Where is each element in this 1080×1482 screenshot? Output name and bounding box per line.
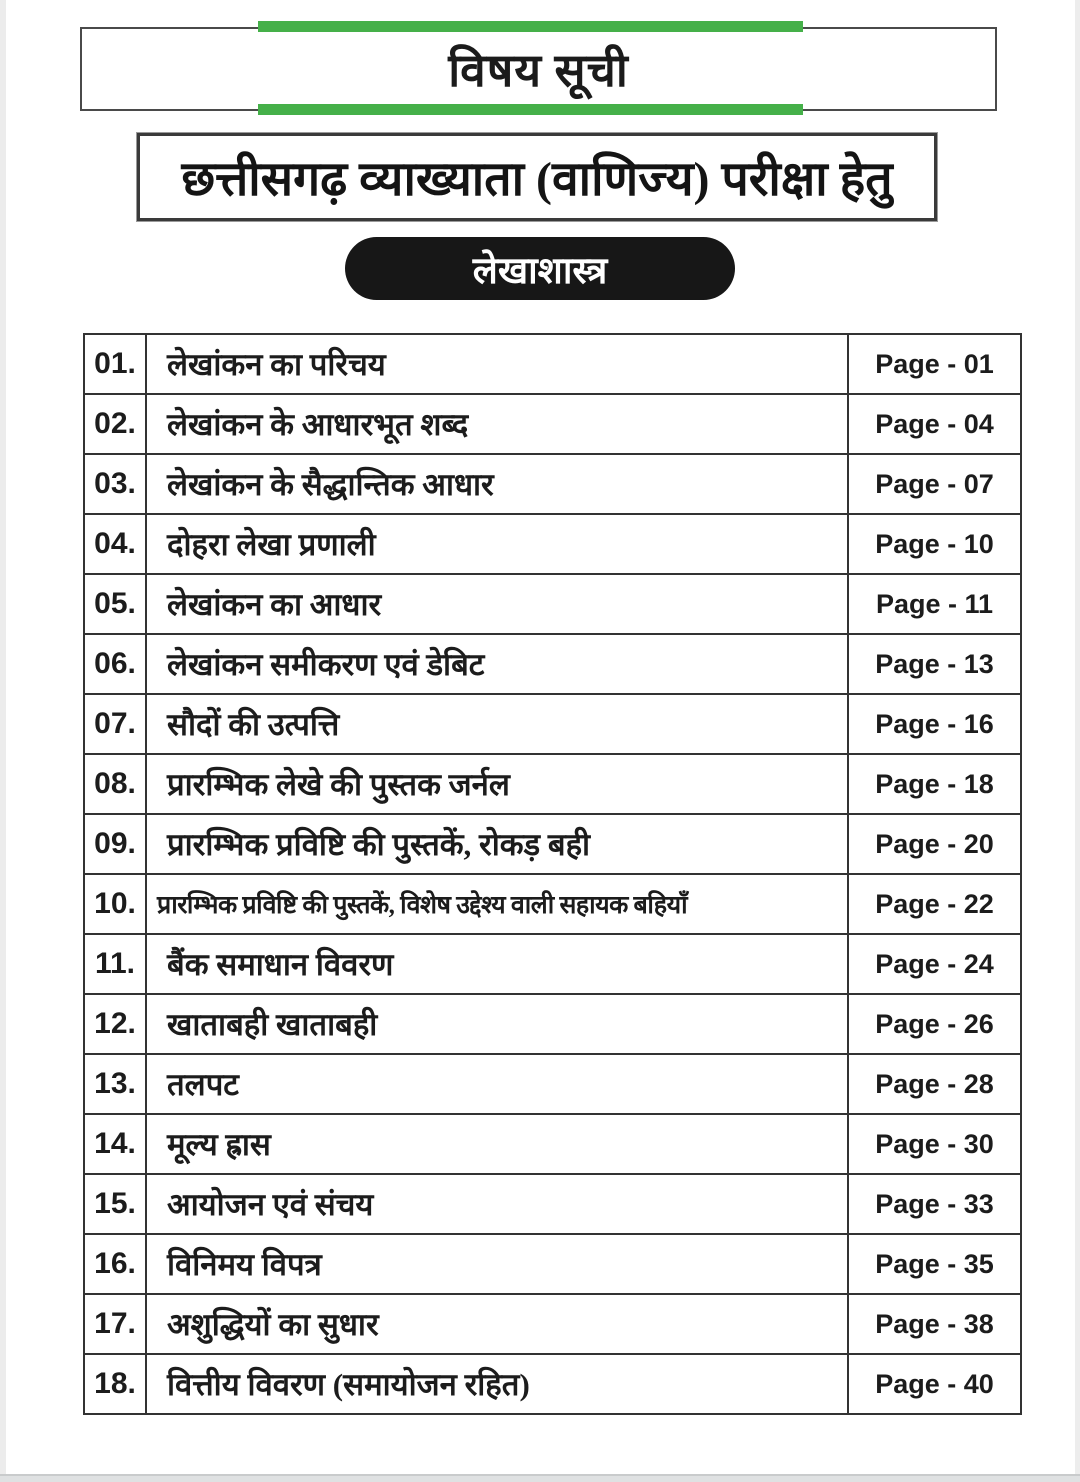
page-edge-right bbox=[1075, 0, 1080, 1482]
chapter-page: Page - 22 bbox=[848, 874, 1021, 934]
chapter-page: Page - 35 bbox=[848, 1234, 1021, 1294]
chapter-number: 13. bbox=[84, 1054, 146, 1114]
chapter-number: 09. bbox=[84, 814, 146, 874]
chapter-number: 18. bbox=[84, 1354, 146, 1414]
chapter-number: 02. bbox=[84, 394, 146, 454]
toc-row bbox=[84, 574, 1021, 634]
chapter-number: 12. bbox=[84, 994, 146, 1054]
exam-subtitle: छत्तीसगढ़ व्याख्याता (वाणिज्य) परीक्षा हेतु bbox=[181, 152, 893, 206]
chapter-number: 14. bbox=[84, 1114, 146, 1174]
chapter-title: अशुद्धियों का सुधार bbox=[146, 1294, 848, 1354]
chapter-number: 11. bbox=[84, 934, 146, 994]
chapter-page: Page - 18 bbox=[848, 754, 1021, 814]
chapter-title: खाताबही खाताबही bbox=[146, 994, 848, 1054]
toc-row bbox=[84, 1294, 1021, 1354]
chapter-number: 03. bbox=[84, 454, 146, 514]
chapter-page: Page - 04 bbox=[848, 394, 1021, 454]
chapter-title: लेखांकन का आधार bbox=[146, 574, 848, 634]
toc-row bbox=[84, 1054, 1021, 1114]
chapter-title: तलपट bbox=[146, 1054, 848, 1114]
chapter-number: 16. bbox=[84, 1234, 146, 1294]
chapter-page: Page - 30 bbox=[848, 1114, 1021, 1174]
subject-badge bbox=[345, 237, 735, 300]
toc-row bbox=[84, 934, 1021, 994]
chapter-title: विनिमय विपत्र bbox=[146, 1234, 848, 1294]
toc-row bbox=[84, 814, 1021, 874]
chapter-page: Page - 38 bbox=[848, 1294, 1021, 1354]
chapter-number: 17. bbox=[84, 1294, 146, 1354]
chapter-page: Page - 13 bbox=[848, 634, 1021, 694]
toc-row bbox=[84, 694, 1021, 754]
chapter-title: प्रारम्भिक प्रविष्टि की पुस्तकें, विशेष उद्देश्य वाली सहायक बहियाँ bbox=[146, 874, 848, 934]
page-title: विषय सूची bbox=[448, 45, 629, 96]
chapter-number: 08. bbox=[84, 754, 146, 814]
title-accent-bar-bottom bbox=[258, 104, 803, 115]
toc-row bbox=[84, 1174, 1021, 1234]
page-edge-left bbox=[0, 0, 6, 1482]
subject-badge-label: लेखाशास्त्र bbox=[472, 251, 608, 292]
chapter-page: Page - 20 bbox=[848, 814, 1021, 874]
title-accent-bar-top bbox=[258, 21, 803, 32]
chapter-page: Page - 07 bbox=[848, 454, 1021, 514]
toc-row bbox=[84, 754, 1021, 814]
chapter-title: वित्तीय विवरण (समायोजन रहित) bbox=[146, 1354, 848, 1414]
chapter-page: Page - 24 bbox=[848, 934, 1021, 994]
chapter-page: Page - 01 bbox=[848, 334, 1021, 394]
page-title-box bbox=[80, 27, 997, 111]
chapter-title: लेखांकन के सैद्धान्तिक आधार bbox=[146, 454, 848, 514]
chapter-title: बैंक समाधान विवरण bbox=[146, 934, 848, 994]
chapter-number: 05. bbox=[84, 574, 146, 634]
toc-row bbox=[84, 514, 1021, 574]
chapter-page: Page - 26 bbox=[848, 994, 1021, 1054]
chapter-number: 07. bbox=[84, 694, 146, 754]
chapter-page: Page - 10 bbox=[848, 514, 1021, 574]
toc-row bbox=[84, 1234, 1021, 1294]
toc-row bbox=[84, 1354, 1021, 1414]
chapter-page: Page - 40 bbox=[848, 1354, 1021, 1414]
table-of-contents bbox=[83, 333, 1022, 1415]
chapter-title: प्रारम्भिक लेखे की पुस्तक जर्नल bbox=[146, 754, 848, 814]
chapter-title: सौदों की उत्पत्ति bbox=[146, 694, 848, 754]
chapter-number: 06. bbox=[84, 634, 146, 694]
page-edge-bottom bbox=[0, 1474, 1080, 1482]
chapter-title: प्रारम्भिक प्रविष्टि की पुस्तकें, रोकड़ बही bbox=[146, 814, 848, 874]
toc-row bbox=[84, 994, 1021, 1054]
chapter-title: लेखांकन समीकरण एवं डेबिट bbox=[146, 634, 848, 694]
toc-row bbox=[84, 334, 1021, 394]
chapter-number: 01. bbox=[84, 334, 146, 394]
chapter-title: लेखांकन के आधारभूत शब्द bbox=[146, 394, 848, 454]
toc-row bbox=[84, 454, 1021, 514]
chapter-number: 04. bbox=[84, 514, 146, 574]
toc-row bbox=[84, 1114, 1021, 1174]
exam-subtitle-box bbox=[137, 133, 937, 221]
chapter-title: दोहरा लेखा प्रणाली bbox=[146, 514, 848, 574]
chapter-title: मूल्य ह्रास bbox=[146, 1114, 848, 1174]
chapter-page: Page - 16 bbox=[848, 694, 1021, 754]
chapter-page: Page - 33 bbox=[848, 1174, 1021, 1234]
toc-row bbox=[84, 394, 1021, 454]
chapter-number: 10. bbox=[84, 874, 146, 934]
chapter-page: Page - 11 bbox=[848, 574, 1021, 634]
chapter-page: Page - 28 bbox=[848, 1054, 1021, 1114]
toc-row bbox=[84, 874, 1021, 934]
chapter-title: लेखांकन का परिचय bbox=[146, 334, 848, 394]
chapter-number: 15. bbox=[84, 1174, 146, 1234]
chapter-title: आयोजन एवं संचय bbox=[146, 1174, 848, 1234]
toc-row bbox=[84, 634, 1021, 694]
